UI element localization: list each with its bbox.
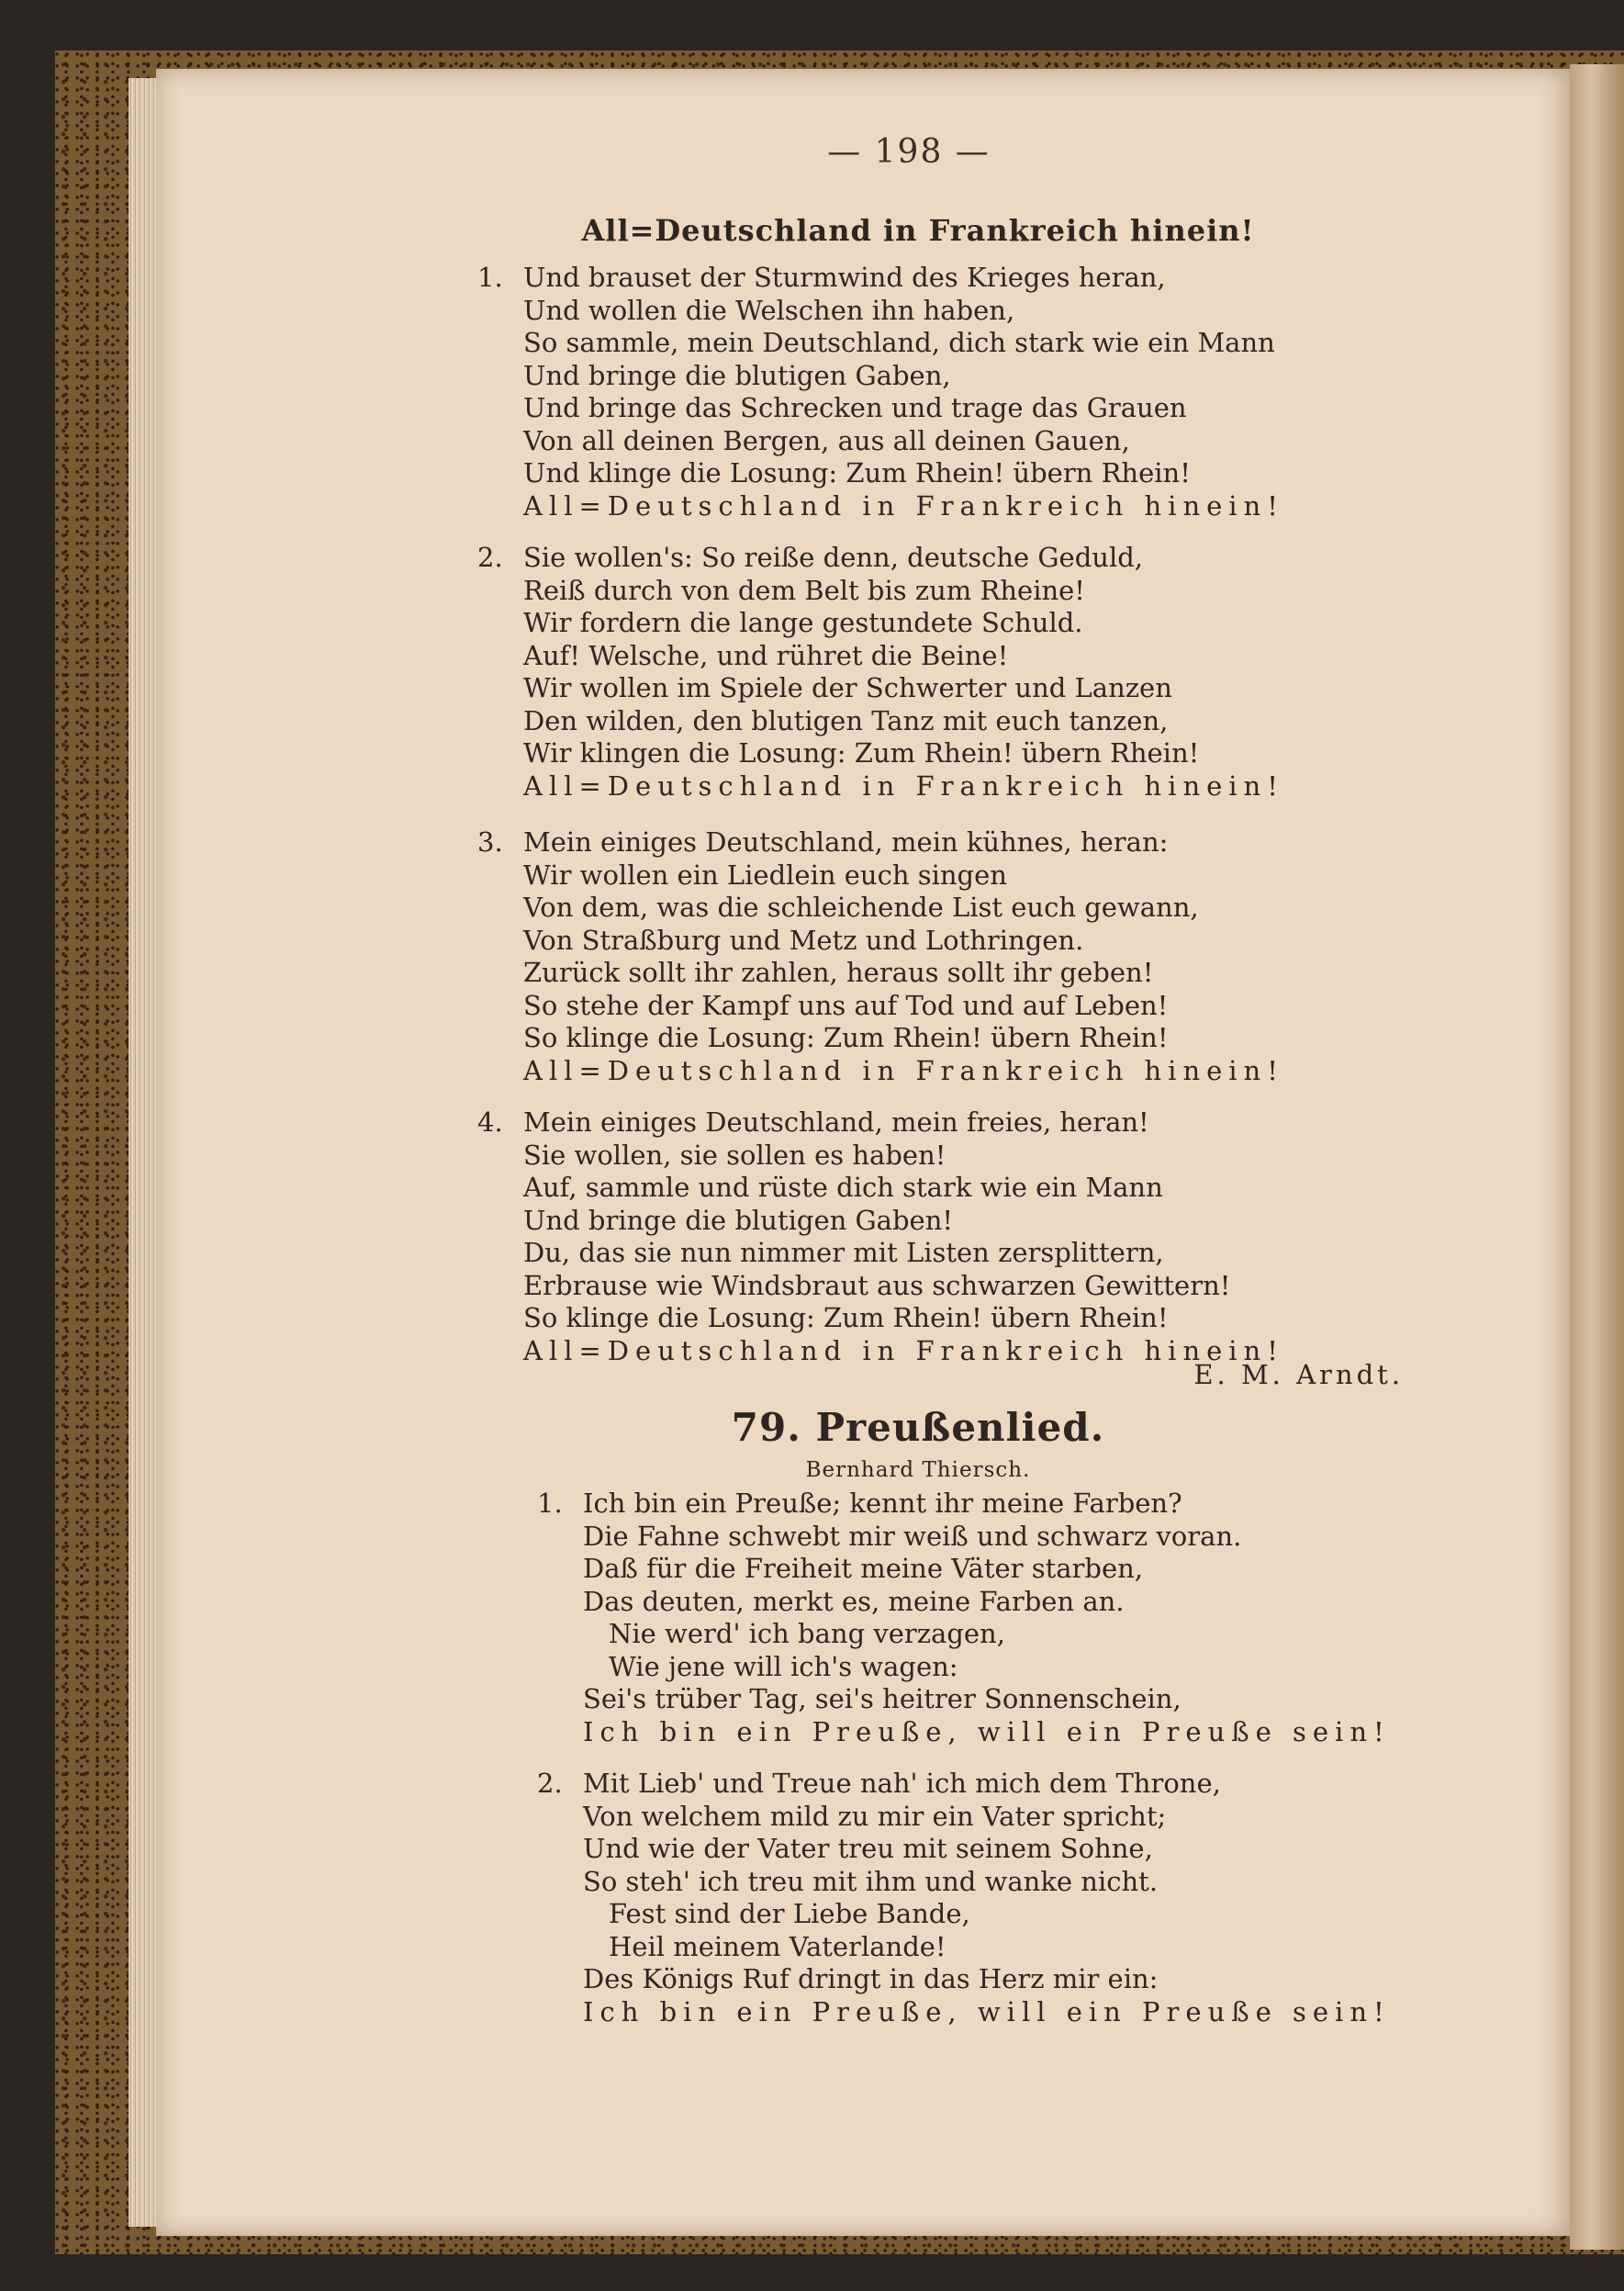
stanza-number: 1. — [537, 1488, 563, 1519]
verse-line: So klinge die Losung: Zum Rhein! übern Rhein! — [523, 1022, 1169, 1053]
verse-line: Fest sind der Liebe Bande, — [609, 1898, 970, 1929]
stanza-number: 1. — [477, 262, 503, 293]
refrain-line: All=Deutschland in Frankreich hinein! — [523, 769, 1284, 802]
verse-line: So klinge die Losung: Zum Rhein! übern Rhein! — [523, 1302, 1169, 1333]
verse-line: Und wollen die Welschen ihn haben, — [523, 294, 1015, 326]
verse-line: Reiß durch von dem Belt bis zum Rheine! — [523, 574, 1085, 606]
stanza-number: 2. — [477, 542, 503, 573]
song-author: Bernhard Thiersch. — [805, 1458, 1031, 1482]
song-heading: 79. Preußenlied. — [731, 1405, 1105, 1450]
verse-line: So sammle, mein Deutschland, dich stark wie ein Mann — [523, 327, 1275, 358]
verse-line: Wir wollen im Spiele der Schwerter und Lanzen — [523, 672, 1172, 703]
verse-line: Und klinge die Losung: Zum Rhein! übern Rhein! — [523, 457, 1191, 489]
refrain-line: All=Deutschland in Frankreich hinein! — [523, 1054, 1284, 1086]
verse-line: Von dem, was die schleichende List euch gewann, — [523, 892, 1199, 923]
poem-author: E. M. Arndt. — [1193, 1359, 1404, 1390]
facing-page-edge — [1570, 64, 1624, 2250]
verse-line: So stehe der Kampf uns auf Tod und auf Leben! — [523, 989, 1169, 1021]
refrain-line: All=Deutschland in Frankreich hinein! — [523, 489, 1284, 522]
stanza-number: 2. — [537, 1768, 563, 1799]
verse-line: Daß für die Freiheit meine Väter starben, — [583, 1553, 1144, 1584]
stanza-number: 4. — [477, 1106, 503, 1138]
verse-line: Von all deinen Bergen, aus all deinen Gauen, — [523, 424, 1130, 456]
refrain-line: All=Deutschland in Frankreich hinein! — [523, 1334, 1284, 1366]
verse-line: Mein einiges Deutschland, mein kühnes, heran: — [523, 826, 1169, 858]
verse-line: Von welchem mild zu mir ein Vater spricht; — [583, 1800, 1167, 1832]
verse-line: Auf! Welsche, und rühret die Beine! — [523, 639, 1009, 671]
verse-line: Des Königs Ruf dringt in das Herz mir ein: — [583, 1963, 1159, 1994]
verse-line: Die Fahne schwebt mir weiß und schwarz voran. — [583, 1520, 1242, 1552]
verse-line: Du, das sie nun nimmer mit Listen zersplittern, — [523, 1237, 1164, 1268]
refrain-line: Ich bin ein Preuße, will ein Preuße sein! — [583, 1995, 1391, 2027]
verse-line: Wie jene will ich's wagen: — [609, 1650, 958, 1682]
verse-line: So steh' ich treu mit ihm und wanke nicht. — [583, 1865, 1159, 1897]
verse-line: Erbrause wie Windsbraut aus schwarzen Gewittern! — [523, 1269, 1231, 1301]
verse-line: Mein einiges Deutschland, mein freies, heran! — [523, 1106, 1149, 1138]
verse-line: Und brauset der Sturmwind des Krieges heran, — [523, 262, 1166, 293]
poem-title: All=Deutschland in Frankreich hinein! — [581, 213, 1255, 248]
verse-line: Und bringe die blutigen Gaben, — [523, 359, 951, 391]
verse-line: Und wie der Vater treu mit seinem Sohne, — [583, 1833, 1153, 1864]
verse-line: Zurück sollt ihr zahlen, heraus sollt ihr geben! — [523, 957, 1154, 988]
verse-line: Wir wollen ein Liedlein euch singen — [523, 859, 1007, 891]
verse-line: Und bringe die blutigen Gaben! — [523, 1204, 954, 1236]
verse-line: Nie werd' ich bang verzagen, — [609, 1618, 1005, 1649]
verse-line: Wir fordern die lange gestundete Schuld. — [523, 607, 1083, 638]
verse-line: Sie wollen's: So reiße denn, deutsche Geduld, — [523, 542, 1144, 573]
verse-line: Sei's trüber Tag, sei's heitrer Sonnenschein, — [583, 1683, 1182, 1714]
verse-line: Wir klingen die Losung: Zum Rhein! übern Rhein! — [523, 737, 1200, 769]
verse-line: Ich bin ein Preuße; kennt ihr meine Farben? — [583, 1488, 1182, 1519]
verse-line: Von Straßburg und Metz und Lothringen. — [523, 924, 1084, 956]
verse-line: Heil meinem Vaterlande! — [609, 1930, 946, 1962]
verse-line: Das deuten, merkt es, meine Farben an. — [583, 1585, 1125, 1617]
refrain-line: Ich bin ein Preuße, will ein Preuße sein! — [583, 1715, 1391, 1747]
verse-line: Sie wollen, sie sollen es haben! — [523, 1139, 946, 1171]
verse-line: Und bringe das Schrecken und trage das Grauen — [523, 392, 1187, 423]
verse-line: Auf, sammle und rüste dich stark wie ein Mann — [523, 1172, 1163, 1203]
verse-line: Den wilden, den blutigen Tanz mit euch tanzen, — [523, 704, 1169, 736]
verse-line: Mit Lieb' und Treue nah' ich mich dem Throne, — [583, 1768, 1221, 1799]
page-number: — 198 — — [827, 133, 991, 171]
stanza-number: 3. — [477, 826, 503, 858]
